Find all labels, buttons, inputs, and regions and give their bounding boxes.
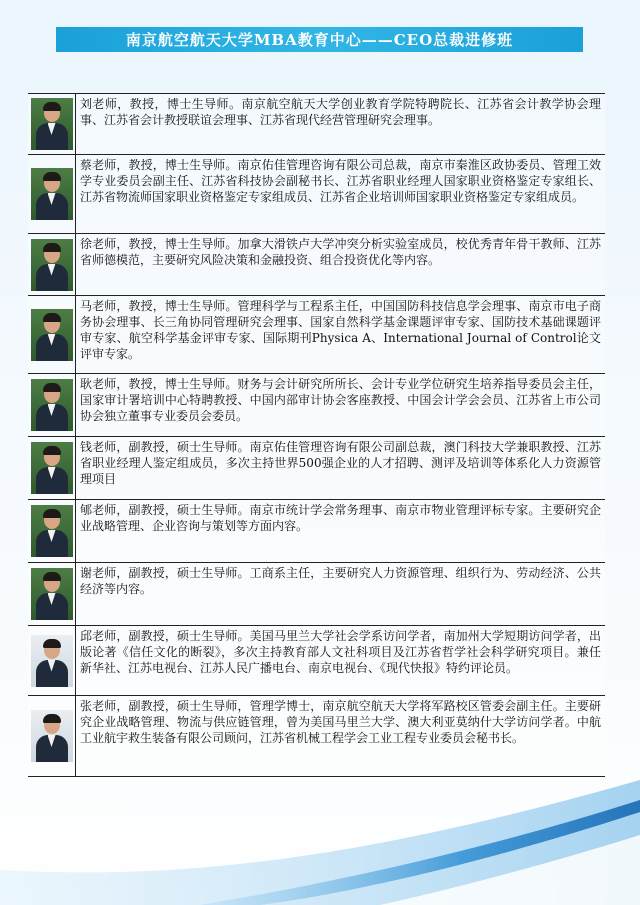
- faculty-row: [28, 500, 605, 563]
- faculty-bio: 徐老师，教授，博士生导师。加拿大滑铁卢大学冲突分析实验室成员，校优秀青年骨干教师、江苏省师德模范，主要研究风险决策和金融投资、组合投资优化等内容。: [75, 234, 605, 295]
- photo-cell: [28, 696, 75, 776]
- faculty-row: [28, 155, 605, 234]
- photo-cell: [28, 94, 75, 154]
- faculty-bio: 张老师，副教授，硕士生导师，管理学博士，南京航空航天大学将军路校区管委会副主任。主要研究企业战略管理、物流与供应链管理，曾为美国马里兰大学、澳大利亚莫纳什大学访问学者。中航工业航宇救生装备有限公司顾问，江苏省机械工程学会工业工程专业委员会秘书长。: [75, 696, 605, 776]
- photo-cell: [28, 626, 75, 695]
- faculty-table: [28, 93, 605, 777]
- faculty-row: [28, 374, 605, 437]
- portrait-photo: [31, 309, 73, 361]
- faculty-row: [28, 94, 605, 155]
- portrait-photo: [31, 98, 73, 150]
- faculty-bio: 刘老师，教授，博士生导师。南京航空航天大学创业教育学院特聘院长、江苏省会计教学协会理事、江苏省会计教授联谊会理事、江苏省现代经营管理研究会理事。: [75, 94, 605, 154]
- portrait-photo: [31, 239, 73, 291]
- photo-cell: [28, 374, 75, 436]
- portrait-photo: [31, 568, 73, 620]
- photo-cell: [28, 296, 75, 373]
- portrait-photo: [31, 168, 73, 220]
- faculty-bio: 耿老师，教授，博士生导师。财务与会计研究所所长、会计专业学位研究生培养指导委员会主任，国家审计署培训中心特聘教授、中国内部审计协会客座教授、中国会计学会会员、江苏省上市公司协会独立董事专业委员会委员。: [75, 374, 605, 436]
- faculty-bio: 马老师，教授，博士生导师。管理科学与工程系主任，中国国防科技信息学会理事、南京市电子商务协会理事、长三角协同管理研究会理事、国家自然科学基金课题评审专家、国防技术基础课题评审专家、航空科学基金评审专家、国际期刊Physica A、International Journal of Control论文评审专家。: [75, 296, 605, 373]
- faculty-row: [28, 563, 605, 626]
- faculty-row: [28, 696, 605, 777]
- faculty-bio: 钱老师，副教授，硕士生导师。南京佑佳管理咨询有限公司副总裁，澳门科技大学兼职教授、江苏省职业经理人鉴定组成员，多次主持世界500强企业的人才招聘、测评及培训等体系化人力资源管理项目: [75, 437, 605, 499]
- photo-cell: [28, 500, 75, 562]
- faculty-row: [28, 437, 605, 500]
- photo-cell: [28, 437, 75, 499]
- faculty-row: [28, 234, 605, 296]
- faculty-row: [28, 626, 605, 696]
- page-title-text: 南京航空航天大学MBA教育中心——CEO总裁进修班: [125, 31, 514, 49]
- faculty-bio: 蔡老师，教授，博士生导师。南京佑佳管理咨询有限公司总裁，南京市秦淮区政协委员、管理工效学专业委员会副主任、江苏省科技协会副秘书长、江苏省职业经理人国家职业资格鉴定专家组长、江苏省物流师国家职业资格鉴定专家组成员、江苏省企业培训师国家职业资格鉴定专家组成员。: [75, 155, 605, 233]
- faculty-row: [28, 296, 605, 374]
- portrait-photo: [31, 710, 73, 762]
- portrait-photo: [31, 442, 73, 494]
- portrait-photo: [31, 505, 73, 557]
- faculty-bio: 郇老师，副教授，硕士生导师。南京市统计学会常务理事、南京市物业管理评标专家。主要研究企业战略管理、企业咨询与策划等方面内容。: [75, 500, 605, 562]
- photo-cell: [28, 563, 75, 625]
- page-title: [56, 27, 583, 52]
- portrait-photo: [31, 635, 73, 687]
- faculty-bio: 邱老师，副教授，硕士生导师。美国马里兰大学社会学系访问学者，南加州大学短期访问学者，出版论著《信任文化的断裂》，多次主持教育部人文社科项目及江苏省哲学社会科学研究项目。兼任新华社、江苏电视台、江苏人民广播电台、南京电视台、《现代快报》特约评论员。: [75, 626, 605, 695]
- photo-cell: [28, 155, 75, 233]
- portrait-photo: [31, 379, 73, 431]
- faculty-bio: 谢老师，副教授，硕士生导师。工商系主任，主要研究人力资源管理、组织行为、劳动经济、公共经济等内容。: [75, 563, 605, 625]
- photo-cell: [28, 234, 75, 295]
